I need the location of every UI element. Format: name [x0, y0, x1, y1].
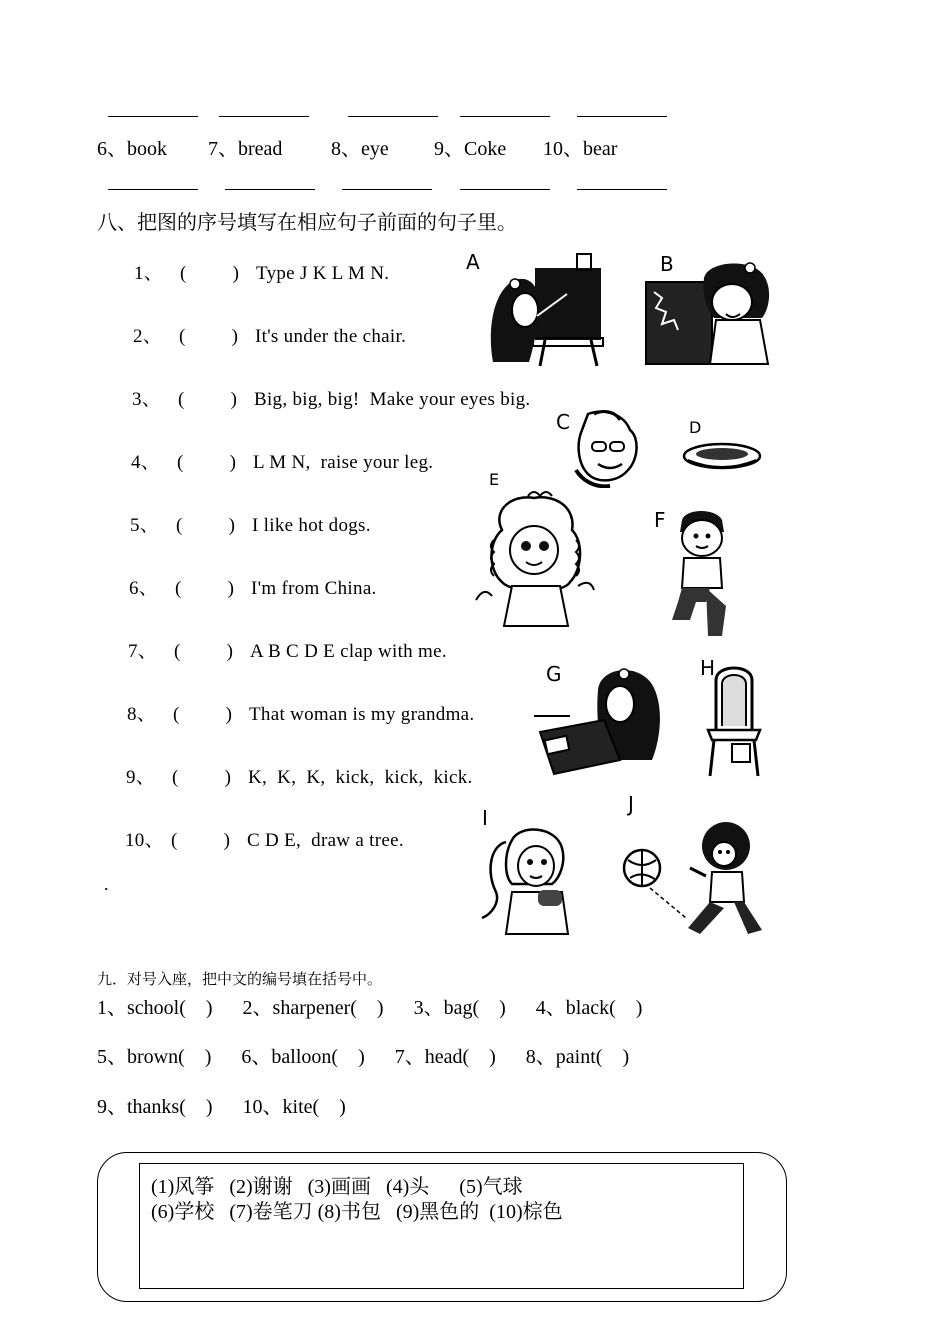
matching-item: 7、 ( ) A B C D E clap with me.	[128, 641, 447, 662]
picture-label-i: I	[482, 806, 488, 830]
chair-icon	[704, 660, 764, 780]
answer-paren[interactable]: ( )	[180, 263, 240, 284]
answer-paren[interactable]: ( )	[176, 515, 236, 536]
answer-blank[interactable]	[219, 116, 309, 117]
matching-item: 10、 ( ) C D E, draw a tree.	[125, 830, 404, 851]
answer-blank[interactable]	[225, 189, 315, 190]
options-line: (6)学校 (7)卷笔刀 (8)书包 (9)黑色的 (10)棕色	[151, 1201, 563, 1223]
section-8-heading: 八、把图的序号填写在相应句子前面的句子里。	[97, 212, 517, 234]
matching-item: 6、 ( ) I'm from China.	[129, 578, 377, 599]
picture-label-f: F	[654, 508, 666, 532]
picture-label-c: C	[556, 410, 570, 434]
word-item: 9、Coke	[434, 138, 507, 160]
picture-label-b: B	[660, 252, 674, 276]
matching-item: 5、 ( ) I like hot dogs.	[130, 515, 371, 536]
boy-raising-leg-icon	[666, 508, 746, 640]
matching-item: 8、 ( ) That woman is my grandma.	[127, 704, 475, 725]
boy-kicking-ball-icon	[616, 818, 772, 938]
girl-with-painting-icon	[644, 258, 772, 368]
answer-blank[interactable]	[577, 116, 667, 117]
curly-girl-icon	[472, 490, 602, 630]
girl-at-easel-icon	[485, 250, 615, 370]
answer-paren[interactable]: ( )	[171, 830, 231, 851]
answer-paren[interactable]: ( )	[177, 452, 237, 473]
matching-item: 2、 ( ) It's under the chair.	[133, 326, 407, 347]
plate-icon	[682, 440, 762, 472]
girl-eating-icon	[472, 822, 576, 936]
answer-paren[interactable]: ( )	[178, 389, 238, 410]
matching-row: 5、brown( ) 6、balloon( ) 7、head( ) 8、paint( )	[97, 1046, 630, 1068]
section-9-heading: 九．对号入座，把中文的编号填在括号中。	[97, 972, 383, 988]
picture-label-h: H	[700, 656, 716, 680]
picture-label-e: E	[489, 470, 500, 489]
matching-item: 9、 ( ) K, K, K, kick, kick, kick.	[126, 767, 473, 788]
answer-blank[interactable]	[108, 189, 198, 190]
answer-paren[interactable]: ( )	[179, 326, 239, 347]
girl-typing-icon	[530, 660, 670, 780]
word-item: 6、book	[97, 138, 167, 160]
answer-blank[interactable]	[342, 189, 432, 190]
picture-label-j: J	[628, 792, 634, 816]
word-item: 10、bear	[543, 138, 618, 160]
answer-paren[interactable]: ( )	[175, 578, 235, 599]
word-item: 7、bread	[208, 138, 283, 160]
matching-row: 9、thanks( ) 10、kite( )	[97, 1096, 346, 1118]
grandma-face-icon	[574, 408, 646, 488]
stray-dot: .	[104, 874, 109, 894]
matching-item: 4、 ( ) L M N, raise your leg.	[131, 452, 434, 473]
matching-row: 1、school( ) 2、sharpener( ) 3、bag( ) 4、black( )	[97, 997, 643, 1019]
answer-paren[interactable]: ( )	[174, 641, 234, 662]
matching-item: 1、 ( ) Type J K L M N.	[134, 263, 390, 284]
answer-blank[interactable]	[460, 116, 550, 117]
answer-blank[interactable]	[348, 116, 438, 117]
picture-label-d: D	[689, 418, 702, 437]
answer-paren[interactable]: ( )	[173, 704, 233, 725]
answer-blank[interactable]	[108, 116, 198, 117]
answer-paren[interactable]: ( )	[172, 767, 232, 788]
word-item: 8、eye	[331, 138, 389, 160]
picture-label-a: A	[466, 250, 480, 274]
picture-label-g: G	[546, 662, 562, 686]
matching-item: 3、 ( ) Big, big, big! Make your eyes big.	[132, 389, 531, 410]
options-line: (1)风筝 (2)谢谢 (3)画画 (4)头 (5)气球	[151, 1176, 523, 1198]
answer-blank[interactable]	[460, 189, 550, 190]
answer-blank[interactable]	[577, 189, 667, 190]
